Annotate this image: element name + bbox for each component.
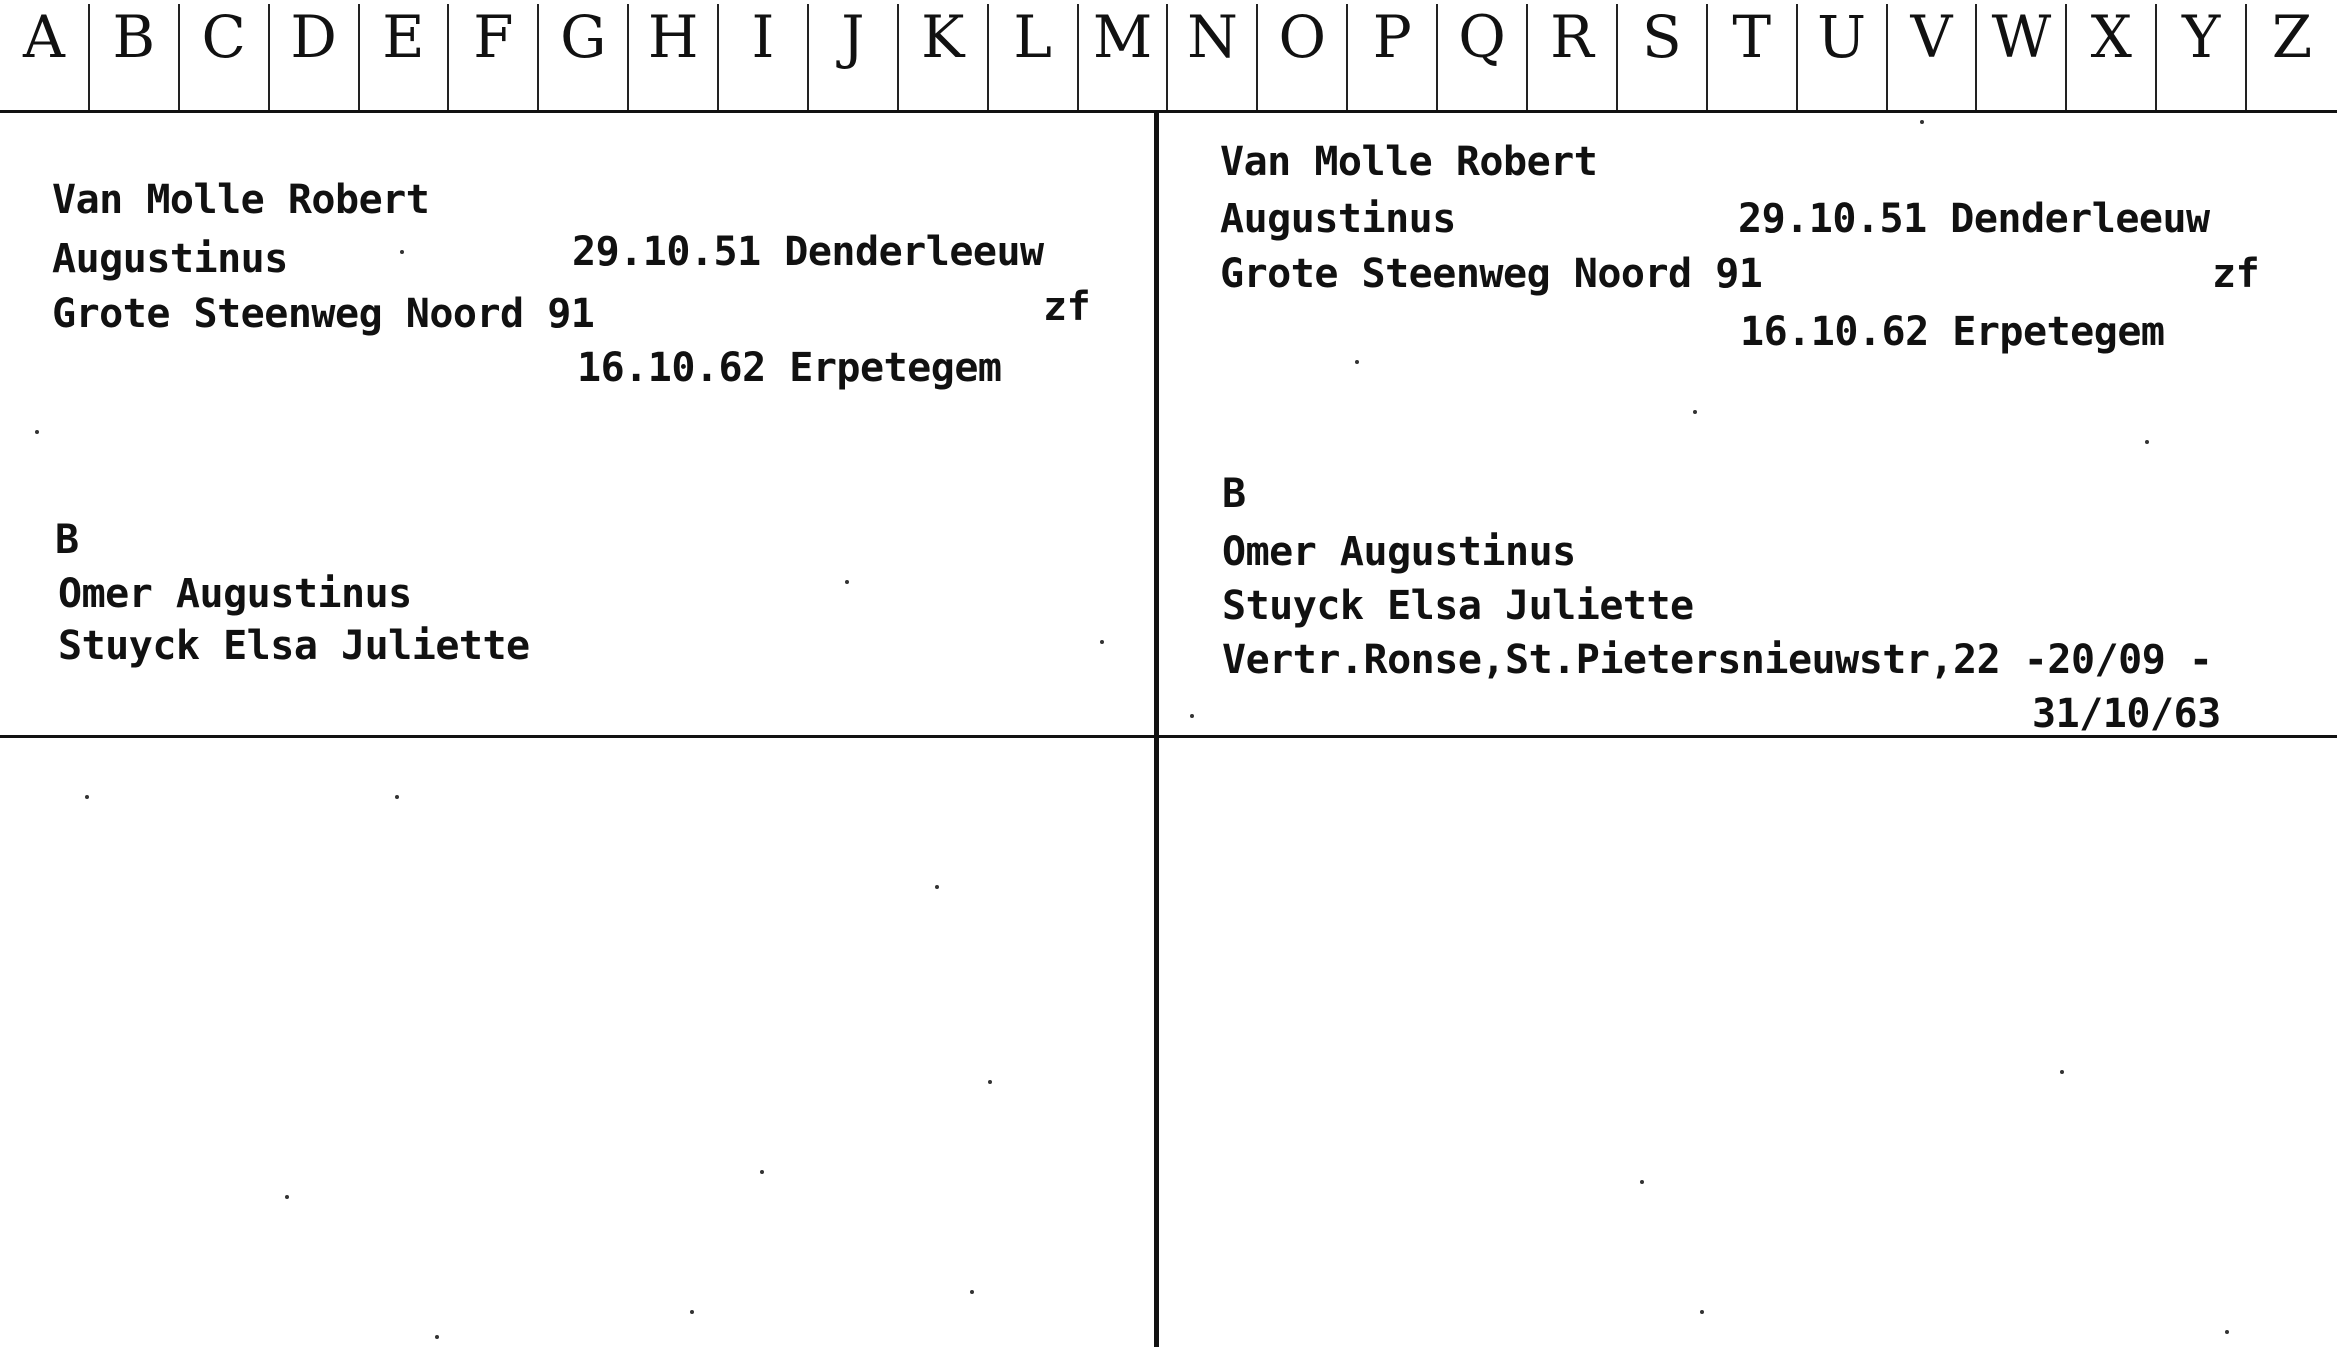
- index-letter-g: G: [539, 4, 629, 110]
- card-left-given-names: Augustinus: [52, 236, 288, 282]
- card-right-father: Omer Augustinus: [1222, 529, 1576, 575]
- card-right-street: Grote Steenweg Noord 91: [1220, 251, 1763, 297]
- card-left-name: Van Molle Robert: [52, 177, 430, 223]
- card-right-letter: B: [1222, 471, 1246, 517]
- card-right-name: Van Molle Robert: [1220, 139, 1598, 185]
- index-letter-v: V: [1888, 4, 1978, 110]
- card-left-birth: 29.10.51 Denderleeuw: [572, 229, 1044, 275]
- vertical-divider: [1154, 112, 1159, 1347]
- card-right-departure-end: 31/10/63: [2032, 691, 2221, 737]
- card-left-street: Grote Steenweg Noord 91: [52, 291, 595, 337]
- card-left-mother: Stuyck Elsa Juliette: [58, 623, 530, 669]
- index-letter-n: N: [1169, 4, 1259, 110]
- alphabet-index-strip: [0, 0, 2337, 113]
- card-left-date2: 16.10.62 Erpetegem: [577, 345, 1002, 391]
- card-right-given-names: Augustinus: [1220, 196, 1456, 242]
- index-letter-i: I: [719, 4, 809, 110]
- card-left-status: zf: [1043, 284, 1091, 330]
- index-letter-k: K: [899, 4, 989, 110]
- index-letter-a: A: [0, 4, 90, 110]
- index-letter-s: S: [1618, 4, 1708, 110]
- index-letter-t: T: [1708, 4, 1798, 110]
- index-letter-p: P: [1348, 4, 1438, 110]
- card-right-departure: Vertr.Ronse,St.Pietersnieuwstr,22 -20/09 -: [1222, 637, 2213, 683]
- card-right-date2: 16.10.62 Erpetegem: [1740, 309, 2165, 355]
- index-letter-e: E: [360, 4, 450, 110]
- index-letter-o: O: [1258, 4, 1348, 110]
- index-letter-r: R: [1528, 4, 1618, 110]
- index-letter-z: Z: [2271, 3, 2313, 71]
- card-left-letter: B: [55, 517, 79, 563]
- index-letter-u: U: [1798, 4, 1888, 110]
- index-letter-j: J: [809, 4, 899, 110]
- index-letter-l: L: [989, 4, 1079, 110]
- index-letter-q: Q: [1438, 4, 1528, 110]
- card-right-mother: Stuyck Elsa Juliette: [1222, 583, 1694, 629]
- index-letter-h: H: [629, 4, 719, 110]
- index-letter-d: D: [270, 4, 360, 110]
- index-letter-b: B: [90, 4, 180, 110]
- card-right-status: zf: [2212, 251, 2260, 297]
- index-letter-f: F: [449, 4, 539, 110]
- index-letter-x: X: [2067, 4, 2157, 110]
- index-letter-w: W: [1977, 4, 2067, 110]
- horizontal-divider: [0, 735, 2337, 738]
- card-right-birth: 29.10.51 Denderleeuw: [1738, 196, 2210, 242]
- index-letter-c: C: [180, 4, 270, 110]
- index-letter-m: M: [1079, 4, 1169, 110]
- index-letter-y: Y: [2157, 4, 2247, 110]
- card-left-father: Omer Augustinus: [58, 571, 412, 617]
